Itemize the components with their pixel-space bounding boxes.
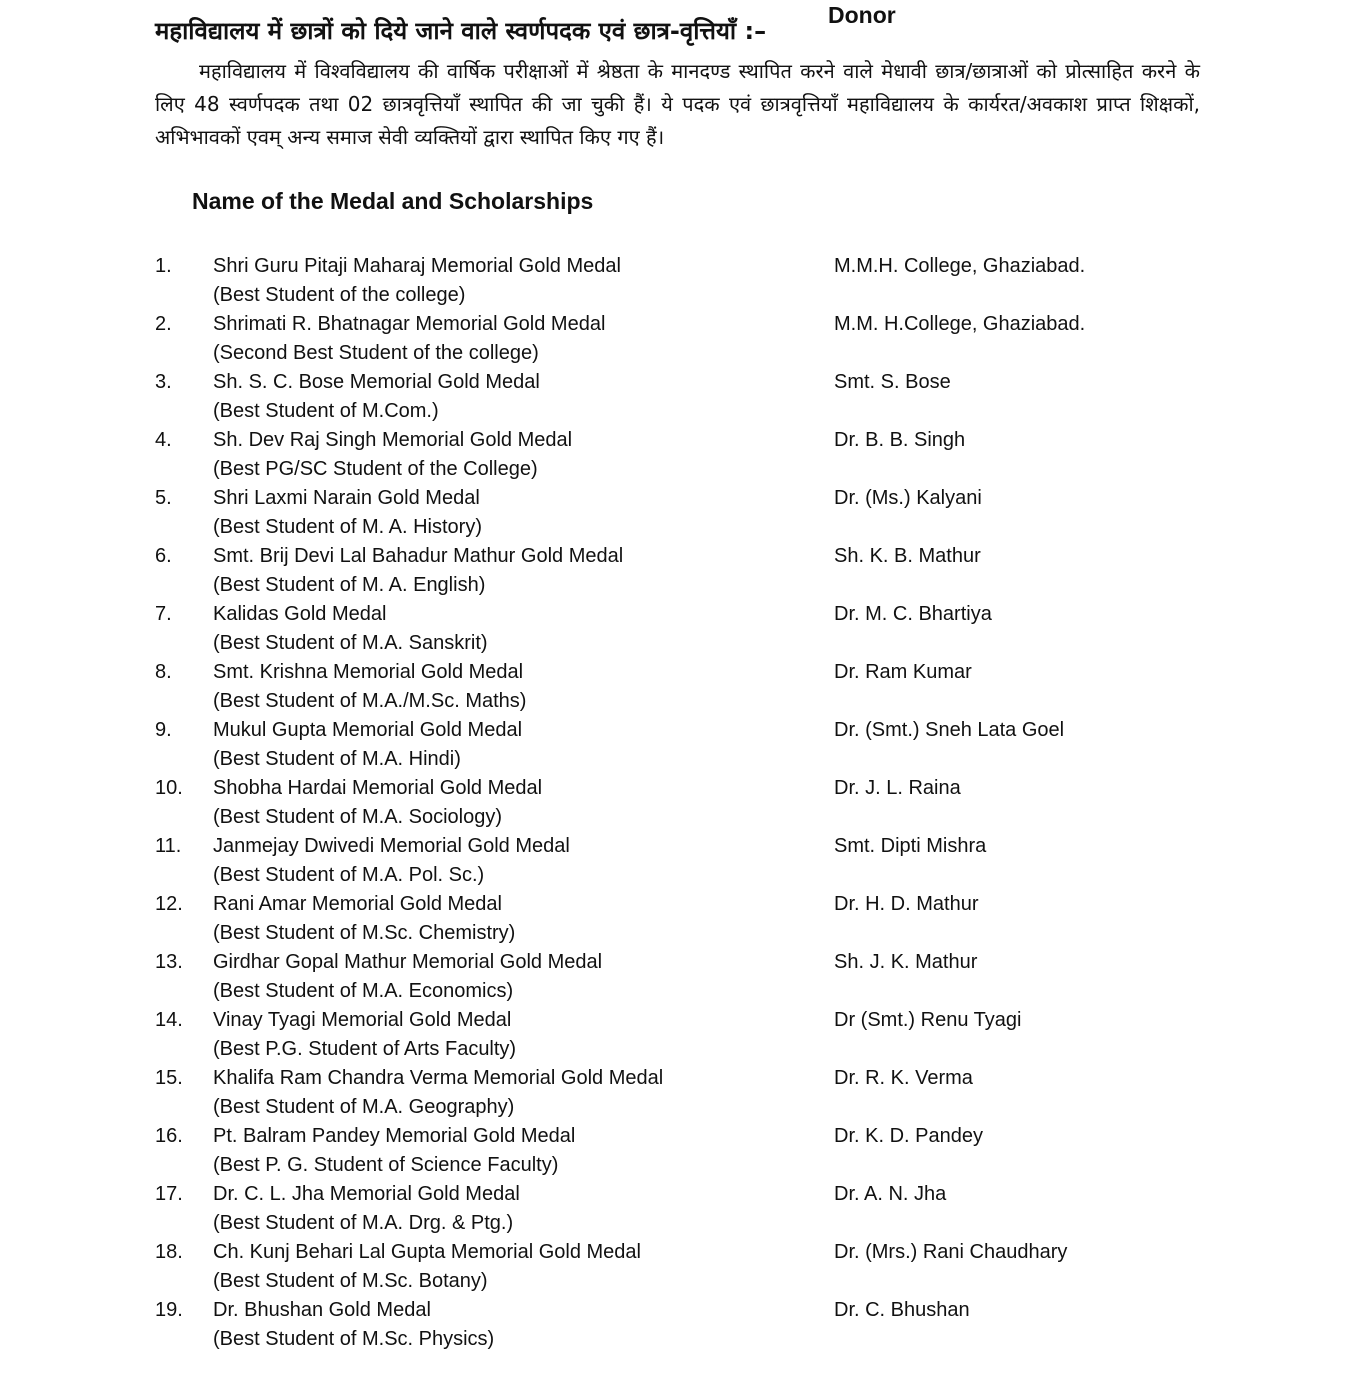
medal-title: Girdhar Gopal Mathur Memorial Gold Medal <box>213 951 603 973</box>
medal-description: (Best Student of M.Sc. Chemistry) <box>213 922 516 944</box>
medal-title: Sh. S. C. Bose Memorial Gold Medal <box>213 371 540 393</box>
list-item <box>0 774 1349 832</box>
medal-donor: Dr. H. D. Mathur <box>834 893 979 915</box>
medal-donor: Sh. J. K. Mathur <box>834 951 978 973</box>
medal-description: (Best Student of M. A. English) <box>213 574 486 596</box>
column-header-medal-name: Name of the Medal and Scholarships <box>192 188 594 214</box>
page-heading: महाविद्यालय में छात्रों को दिये जाने वाले स्वर्णपदक एवं छात्र-वृत्तियाँ :– <box>155 17 767 45</box>
item-number: 1. <box>155 255 172 277</box>
medal-description: (Best Student of M.A. Economics) <box>213 980 514 1002</box>
medal-donor: Dr (Smt.) Renu Tyagi <box>834 1009 1022 1031</box>
item-number: 19. <box>155 1299 183 1321</box>
medal-donor: Dr. J. L. Raina <box>834 777 961 799</box>
medal-donor: Dr. (Ms.) Kalyani <box>834 487 982 509</box>
medal-donor: Dr. R. K. Verma <box>834 1067 973 1089</box>
medal-description: (Best Student of M.Sc. Physics) <box>213 1328 495 1350</box>
medal-title: Janmejay Dwivedi Memorial Gold Medal <box>213 835 570 857</box>
list-item <box>0 484 1349 542</box>
item-number: 17. <box>155 1183 183 1205</box>
item-number: 7. <box>155 603 172 625</box>
item-number: 9. <box>155 719 172 741</box>
list-item <box>0 832 1349 890</box>
intro-paragraph: महाविद्यालय में विश्वविद्यालय की वार्षिक परीक्षाओं में श्रेष्ठता के मानदण्ड स्थापित करने वाले मेधावी छात्र/छात्राओं को प्रोत्साहित करने के लिए 48 स्वर्णपदक तथा 02 छात्रवृत्तियाँ स्थापित की जा चुकी हैं। ये पदक एवं छात्रवृत्तियाँ महाविद्यालय के कार्यरत/अवकाश प्राप्त शिक्षकों, अभिभावकों एवम् अन्य समाज सेवी व्यक्तियों द्वारा स्थापित किए गए हैं। <box>155 59 1200 149</box>
list-item <box>0 368 1349 426</box>
medal-title: Smt. Brij Devi Lal Bahadur Mathur Gold Medal <box>213 545 624 567</box>
item-number: 4. <box>155 429 172 451</box>
item-number: 10. <box>155 777 183 799</box>
item-number: 14. <box>155 1009 183 1031</box>
item-number: 2. <box>155 313 172 335</box>
medal-description: (Best Student of M.Com.) <box>213 400 439 422</box>
medal-description: (Best Student of M.A. Geography) <box>213 1096 515 1118</box>
item-number: 13. <box>155 951 183 973</box>
list-item <box>0 1180 1349 1238</box>
medal-description: (Best Student of M.A. Hindi) <box>213 748 461 770</box>
list-item <box>0 252 1349 310</box>
list-item <box>0 948 1349 1006</box>
list-item <box>0 716 1349 774</box>
list-item <box>0 1064 1349 1122</box>
medal-title: Shobha Hardai Memorial Gold Medal <box>213 777 543 799</box>
medal-donor: Dr. (Mrs.) Rani Chaudhary <box>834 1241 1068 1263</box>
medal-title: Smt. Krishna Memorial Gold Medal <box>213 661 524 683</box>
item-number: 16. <box>155 1125 183 1147</box>
medal-title: Vinay Tyagi Memorial Gold Medal <box>213 1009 512 1031</box>
medal-title: Shri Laxmi Narain Gold Medal <box>213 487 480 509</box>
item-number: 12. <box>155 893 183 915</box>
medal-description: (Best Student of the college) <box>213 284 466 306</box>
medal-donor: Dr. M. C. Bhartiya <box>834 603 992 625</box>
list-item <box>0 542 1349 600</box>
medal-title: Shrimati R. Bhatnagar Memorial Gold Medal <box>213 313 606 335</box>
medal-title: Sh. Dev Raj Singh Memorial Gold Medal <box>213 429 573 451</box>
item-number: 5. <box>155 487 172 509</box>
list-item <box>0 1122 1349 1180</box>
list-item <box>0 1006 1349 1064</box>
medal-title: Rani Amar Memorial Gold Medal <box>213 893 502 915</box>
item-number: 18. <box>155 1241 183 1263</box>
medal-description: (Best Student of M.A. Sociology) <box>213 806 503 828</box>
medal-donor: M.M.H. College, Ghaziabad. <box>834 255 1086 277</box>
list-item <box>0 1238 1349 1296</box>
medal-donor: Dr. A. N. Jha <box>834 1183 947 1205</box>
medal-description: (Best Student of M.A. Sanskrit) <box>213 632 488 654</box>
medal-donor: Dr. C. Bhushan <box>834 1299 970 1321</box>
list-item <box>0 890 1349 948</box>
medal-title: Ch. Kunj Behari Lal Gupta Memorial Gold Medal <box>213 1241 641 1263</box>
medal-donor: Sh. K. B. Mathur <box>834 545 981 567</box>
medal-donor: Smt. S. Bose <box>834 371 951 393</box>
item-number: 3. <box>155 371 172 393</box>
medal-title: Khalifa Ram Chandra Verma Memorial Gold Medal <box>213 1067 664 1089</box>
item-number: 6. <box>155 545 172 567</box>
item-number: 11. <box>155 835 182 857</box>
list-item <box>0 310 1349 368</box>
medal-title: Mukul Gupta Memorial Gold Medal <box>213 719 523 741</box>
medal-donor: Dr. (Smt.) Sneh Lata Goel <box>834 719 1065 741</box>
medal-description: (Best P. G. Student of Science Faculty) <box>213 1154 559 1176</box>
medal-title: Pt. Balram Pandey Memorial Gold Medal <box>213 1125 576 1147</box>
list-item <box>0 658 1349 716</box>
medal-title: Shri Guru Pitaji Maharaj Memorial Gold Medal <box>213 255 621 277</box>
medal-description: (Best P.G. Student of Arts Faculty) <box>213 1038 517 1060</box>
medal-list <box>0 252 1349 1354</box>
medal-description: (Best Student of M. A. History) <box>213 516 482 538</box>
column-header-donor: Donor <box>828 2 896 28</box>
item-number: 8. <box>155 661 172 683</box>
medal-description: (Best Student of M.A. Drg. & Ptg.) <box>213 1212 514 1234</box>
medal-title: Kalidas Gold Medal <box>213 603 387 625</box>
medal-donor: Dr. Ram Kumar <box>834 661 972 683</box>
list-item <box>0 426 1349 484</box>
medal-description: (Best Student of M.A. Pol. Sc.) <box>213 864 485 886</box>
medal-donor: M.M. H.College, Ghaziabad. <box>834 313 1086 335</box>
medal-description: (Best Student of M.A./M.Sc. Maths) <box>213 690 527 712</box>
medal-donor: Smt. Dipti Mishra <box>834 835 987 857</box>
medal-donor: Dr. B. B. Singh <box>834 429 966 451</box>
medal-description: (Best PG/SC Student of the College) <box>213 458 538 480</box>
list-item <box>0 600 1349 658</box>
medal-description: (Best Student of M.Sc. Botany) <box>213 1270 488 1292</box>
list-item <box>0 1296 1349 1354</box>
medal-donor: Dr. K. D. Pandey <box>834 1125 983 1147</box>
item-number: 15. <box>155 1067 183 1089</box>
medal-title: Dr. Bhushan Gold Medal <box>213 1299 431 1321</box>
medal-description: (Second Best Student of the college) <box>213 342 539 364</box>
medal-title: Dr. C. L. Jha Memorial Gold Medal <box>213 1183 520 1205</box>
